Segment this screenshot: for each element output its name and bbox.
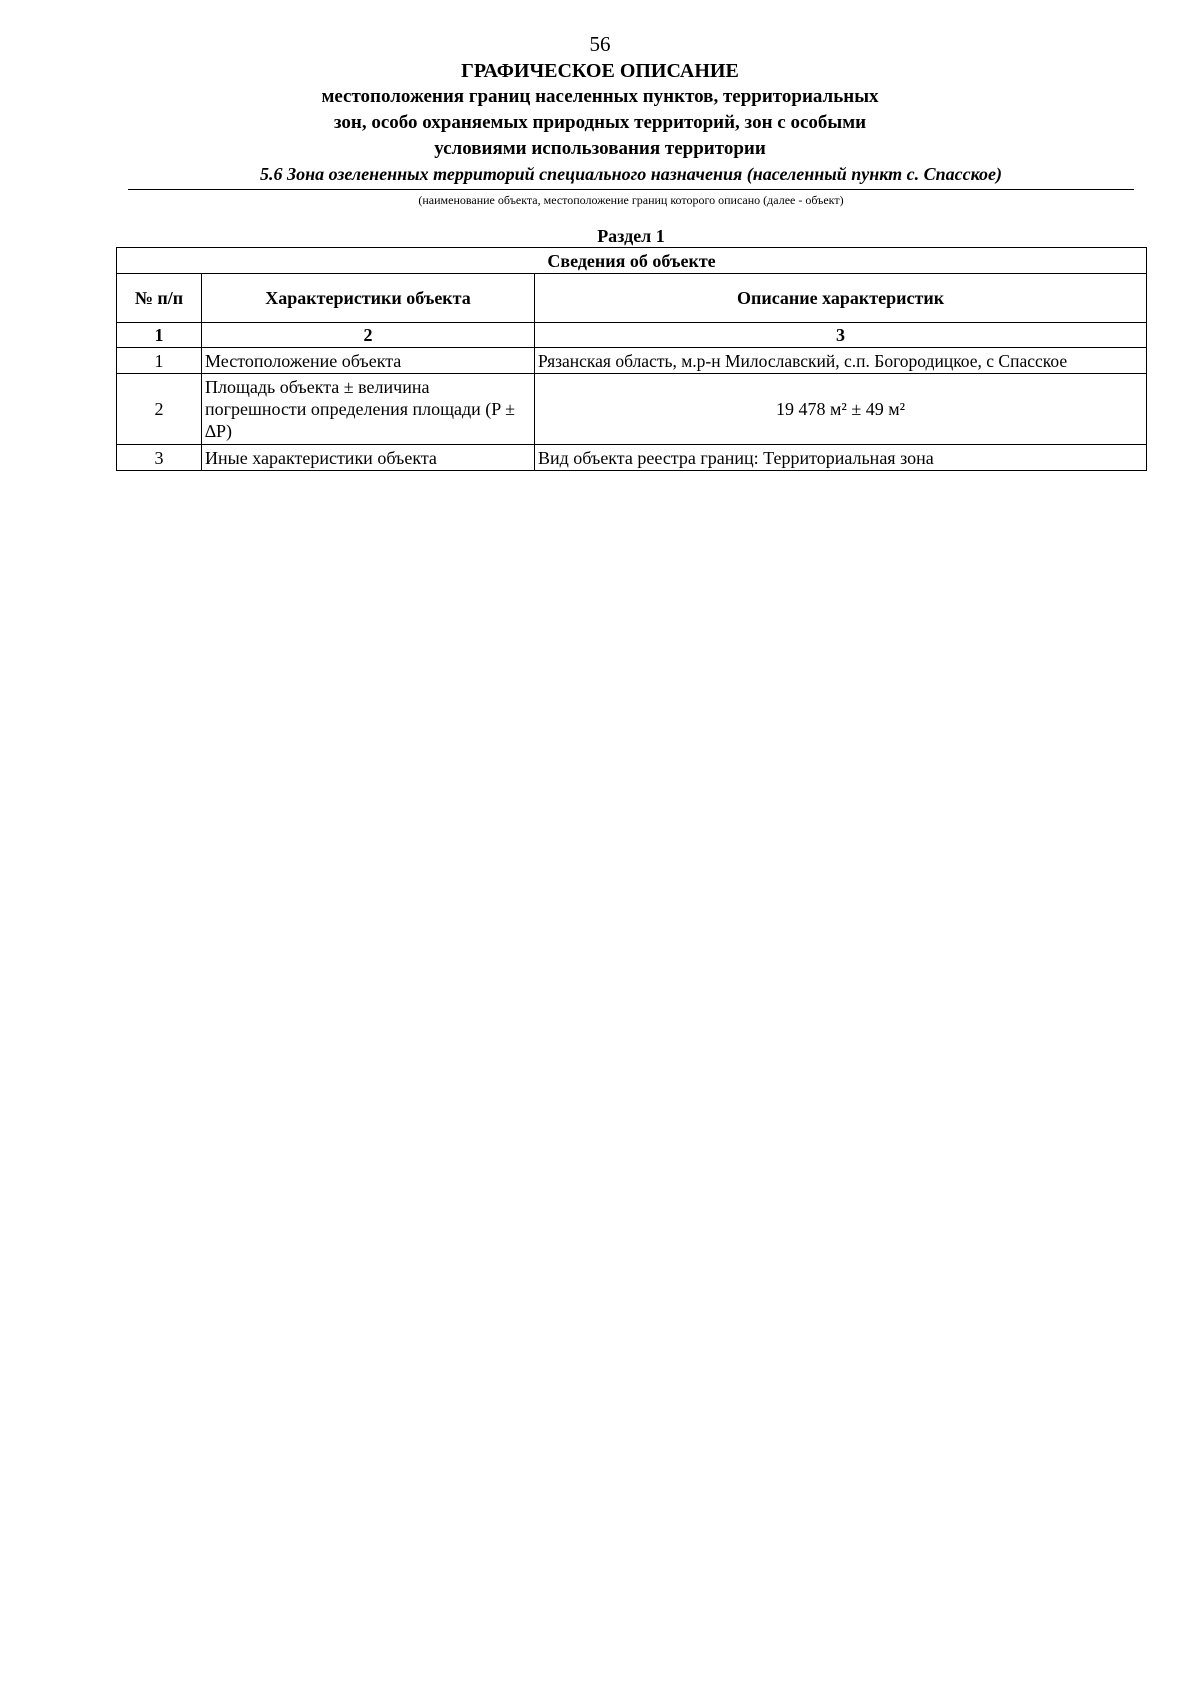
row-value: Вид объекта реестра границ: Территориальная зона: [535, 445, 1147, 471]
row-num: 1: [117, 348, 202, 374]
object-name: 5.6 Зона озелененных территорий специального назначения (населенный пункт с. Спасское): [259, 164, 1003, 184]
document-subtitle-line-2: зон, особо охраняемых природных территорий, зон с особыми: [333, 112, 867, 133]
object-info-table: [116, 247, 1147, 471]
document-header: [0, 58, 1200, 162]
table-caption: Сведения об объекте: [117, 248, 1147, 274]
header-characteristics: Характеристики объекта: [202, 274, 535, 323]
page-number: 56: [589, 32, 611, 56]
row-characteristic: Местоположение объекта: [202, 348, 535, 374]
row-num: 3: [117, 445, 202, 471]
object-name-caption: (наименование объекта, местоположение границ которого описано (далее - объект): [418, 193, 844, 207]
row-num: 2: [117, 374, 202, 445]
table-row: [117, 374, 1147, 445]
row-value: 19 478 м² ± 49 м²: [535, 374, 1147, 445]
document-title: ГРАФИЧЕСКОЕ ОПИСАНИЕ: [461, 60, 739, 82]
row-value: Рязанская область, м.р-н Милославский, с.п. Богородицкое, с Спасское: [535, 348, 1147, 374]
table-row: [117, 445, 1147, 471]
row-characteristic: Иные характеристики объекта: [202, 445, 535, 471]
header-description: Описание характеристик: [535, 274, 1147, 323]
column-number-1: 1: [117, 323, 202, 348]
document-subtitle-line-3: условиями использования территории: [434, 138, 766, 159]
table-row: [117, 348, 1147, 374]
document-subtitle-line-1: местоположения границ населенных пунктов, территориальных: [321, 86, 879, 107]
row-characteristic: Площадь объекта ± величина погрешности определения площади (P ± ∆P): [202, 374, 535, 445]
header-num: № п/п: [117, 274, 202, 323]
column-number-3: 3: [535, 323, 1147, 348]
object-name-underline: [128, 189, 1134, 190]
section-title: Раздел 1: [597, 226, 665, 246]
column-number-2: 2: [202, 323, 535, 348]
